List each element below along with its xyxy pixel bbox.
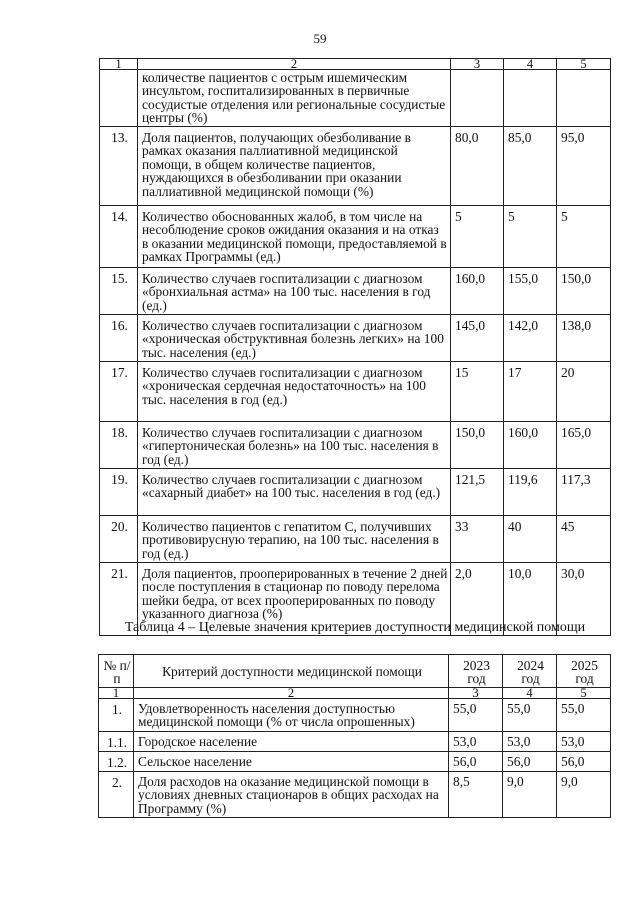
header-cell: 5 xyxy=(557,59,611,70)
value-2024: 119,6 xyxy=(504,469,557,516)
table-row xyxy=(100,127,611,206)
row-text: Городское население xyxy=(134,732,449,752)
value-2025: 30,0 xyxy=(557,563,611,636)
value-2024: 160,0 xyxy=(504,422,557,469)
value-2024: 40 xyxy=(504,516,557,563)
row-text: Доля пациентов, прооперированных в течение 2 дней после поступления в стационар по поводу перелома шейки бедра, от всех прооперированных по поводу указанного диагноза (%) xyxy=(138,563,451,636)
row-text: Количество случаев госпитализации с диагнозом «хроническая обструктивная болезнь легких» на 100 тыс. населения (ед.) xyxy=(138,315,451,362)
value-2024: 142,0 xyxy=(504,315,557,362)
value-2024: 85,0 xyxy=(504,127,557,206)
table-row xyxy=(99,699,611,732)
row-text: Доля пациентов, получающих обезболивание в рамках оказания паллиативной медицинской помощи, в общем количестве пациентов, нуждающихся в обезболивании при оказании паллиативной медицинской помощи (%) xyxy=(138,127,451,206)
row-number xyxy=(100,70,138,127)
table-row xyxy=(99,772,611,818)
value-2023: 53,0 xyxy=(449,732,503,752)
value-2023: 160,0 xyxy=(451,268,504,315)
row-number: 1.1. xyxy=(99,732,134,752)
row-text: Количество пациентов с гепатитом С, получивших противовирусную терапию, на 100 тыс. населения в год (ед.) xyxy=(138,516,451,563)
table-header-row xyxy=(99,655,611,688)
value-2024: 155,0 xyxy=(504,268,557,315)
header-year-2023: 2023 год xyxy=(449,655,503,688)
value-2024: 17 xyxy=(504,362,557,422)
header-cell: 4 xyxy=(504,59,557,70)
row-text: количестве пациентов с острым ишемическим инсультом, госпитализированных в первичные сосудистые отделения или региональные сосудистые центры (%) xyxy=(138,70,451,127)
value-2024: 56,0 xyxy=(503,752,557,772)
table-row xyxy=(100,422,611,469)
table-row xyxy=(100,268,611,315)
row-number: 14. xyxy=(100,206,138,268)
value-2023: 145,0 xyxy=(451,315,504,362)
table-caption: Таблица 4 – Целевые значения критериев доступности медицинской помощи xyxy=(124,620,586,635)
value-2025: 20 xyxy=(557,362,611,422)
header-num: № п/п xyxy=(99,655,134,688)
indicators-table-continued xyxy=(99,58,611,636)
value-2023: 80,0 xyxy=(451,127,504,206)
row-text: Количество случаев госпитализации с диагнозом «гипертоническая болезнь» на 100 тыс. населения в год (ед.) xyxy=(138,422,451,469)
table-row xyxy=(100,516,611,563)
value-2023: 5 xyxy=(451,206,504,268)
row-number: 19. xyxy=(100,469,138,516)
table-row xyxy=(100,469,611,516)
value-2023: 15 xyxy=(451,362,504,422)
row-text: Количество обоснованных жалоб, в том числе на несоблюдение сроков ожидания оказания и на отказ в оказании медицинской помощи, предоставляемой в рамках Программы (ед.) xyxy=(138,206,451,268)
value-2025: 55,0 xyxy=(557,699,611,732)
row-number: 2. xyxy=(99,772,134,818)
header-cell: 2 xyxy=(138,59,451,70)
value-2024: 5 xyxy=(504,206,557,268)
row-text: Количество случаев госпитализации с диагнозом «сахарный диабет» на 100 тыс. населения в год (ед.) xyxy=(138,469,451,516)
value-2024: 10,0 xyxy=(504,563,557,636)
header-cell: 1 xyxy=(100,59,138,70)
header-year-2024: 2024 год xyxy=(503,655,557,688)
value-2025: 56,0 xyxy=(557,752,611,772)
value-2025: 150,0 xyxy=(557,268,611,315)
value-2023: 55,0 xyxy=(449,699,503,732)
row-text: Количество случаев госпитализации с диагнозом «хроническая сердечная недостаточность» на 100 тыс. населения в год (ед.) xyxy=(138,362,451,422)
row-text: Удовлетворенность населения доступностью медицинской помощи (% от числа опрошенных) xyxy=(134,699,449,732)
index-cell: 1 xyxy=(99,688,134,699)
value-2025: 9,0 xyxy=(557,772,611,818)
value-2023: 2,0 xyxy=(451,563,504,636)
value-2025: 53,0 xyxy=(557,732,611,752)
row-number: 20. xyxy=(100,516,138,563)
table-row xyxy=(100,362,611,422)
row-number: 16. xyxy=(100,315,138,362)
table-row xyxy=(99,752,611,772)
value-2025: 5 xyxy=(557,206,611,268)
value-cell xyxy=(557,70,611,127)
row-number: 1. xyxy=(99,699,134,732)
header-cell: 3 xyxy=(451,59,504,70)
row-number: 18. xyxy=(100,422,138,469)
row-text: Доля расходов на оказание медицинской помощи в условиях дневных стационаров в общих расходах на Программу (%) xyxy=(134,772,449,818)
value-2024: 55,0 xyxy=(503,699,557,732)
row-text: Сельское население xyxy=(134,752,449,772)
accessibility-criteria-table xyxy=(98,654,611,818)
value-2025: 165,0 xyxy=(557,422,611,469)
value-2023: 56,0 xyxy=(449,752,503,772)
index-cell: 3 xyxy=(449,688,503,699)
row-number: 15. xyxy=(100,268,138,315)
value-2025: 117,3 xyxy=(557,469,611,516)
index-cell: 5 xyxy=(557,688,611,699)
value-cell xyxy=(451,70,504,127)
table-header-row xyxy=(100,59,611,70)
table-index-row xyxy=(99,688,611,699)
table-row xyxy=(100,315,611,362)
row-number: 21. xyxy=(100,563,138,636)
row-number: 17. xyxy=(100,362,138,422)
value-2025: 138,0 xyxy=(557,315,611,362)
index-cell: 2 xyxy=(134,688,449,699)
row-text: Количество случаев госпитализации с диагнозом «бронхиальная астма» на 100 тыс. населения в год (ед.) xyxy=(138,268,451,315)
index-cell: 4 xyxy=(503,688,557,699)
header-criterion: Критерий доступности медицинской помощи xyxy=(134,655,449,688)
value-2023: 33 xyxy=(451,516,504,563)
table-row xyxy=(100,70,611,127)
row-number: 13. xyxy=(100,127,138,206)
value-2024: 53,0 xyxy=(503,732,557,752)
value-2025: 95,0 xyxy=(557,127,611,206)
value-2023: 8,5 xyxy=(449,772,503,818)
table-row xyxy=(100,206,611,268)
value-2025: 45 xyxy=(557,516,611,563)
row-number: 1.2. xyxy=(99,752,134,772)
header-year-2025: 2025 год xyxy=(557,655,611,688)
page-number: 59 xyxy=(313,31,327,46)
table-row xyxy=(99,732,611,752)
value-2023: 150,0 xyxy=(451,422,504,469)
value-2023: 121,5 xyxy=(451,469,504,516)
value-cell xyxy=(504,70,557,127)
value-2024: 9,0 xyxy=(503,772,557,818)
